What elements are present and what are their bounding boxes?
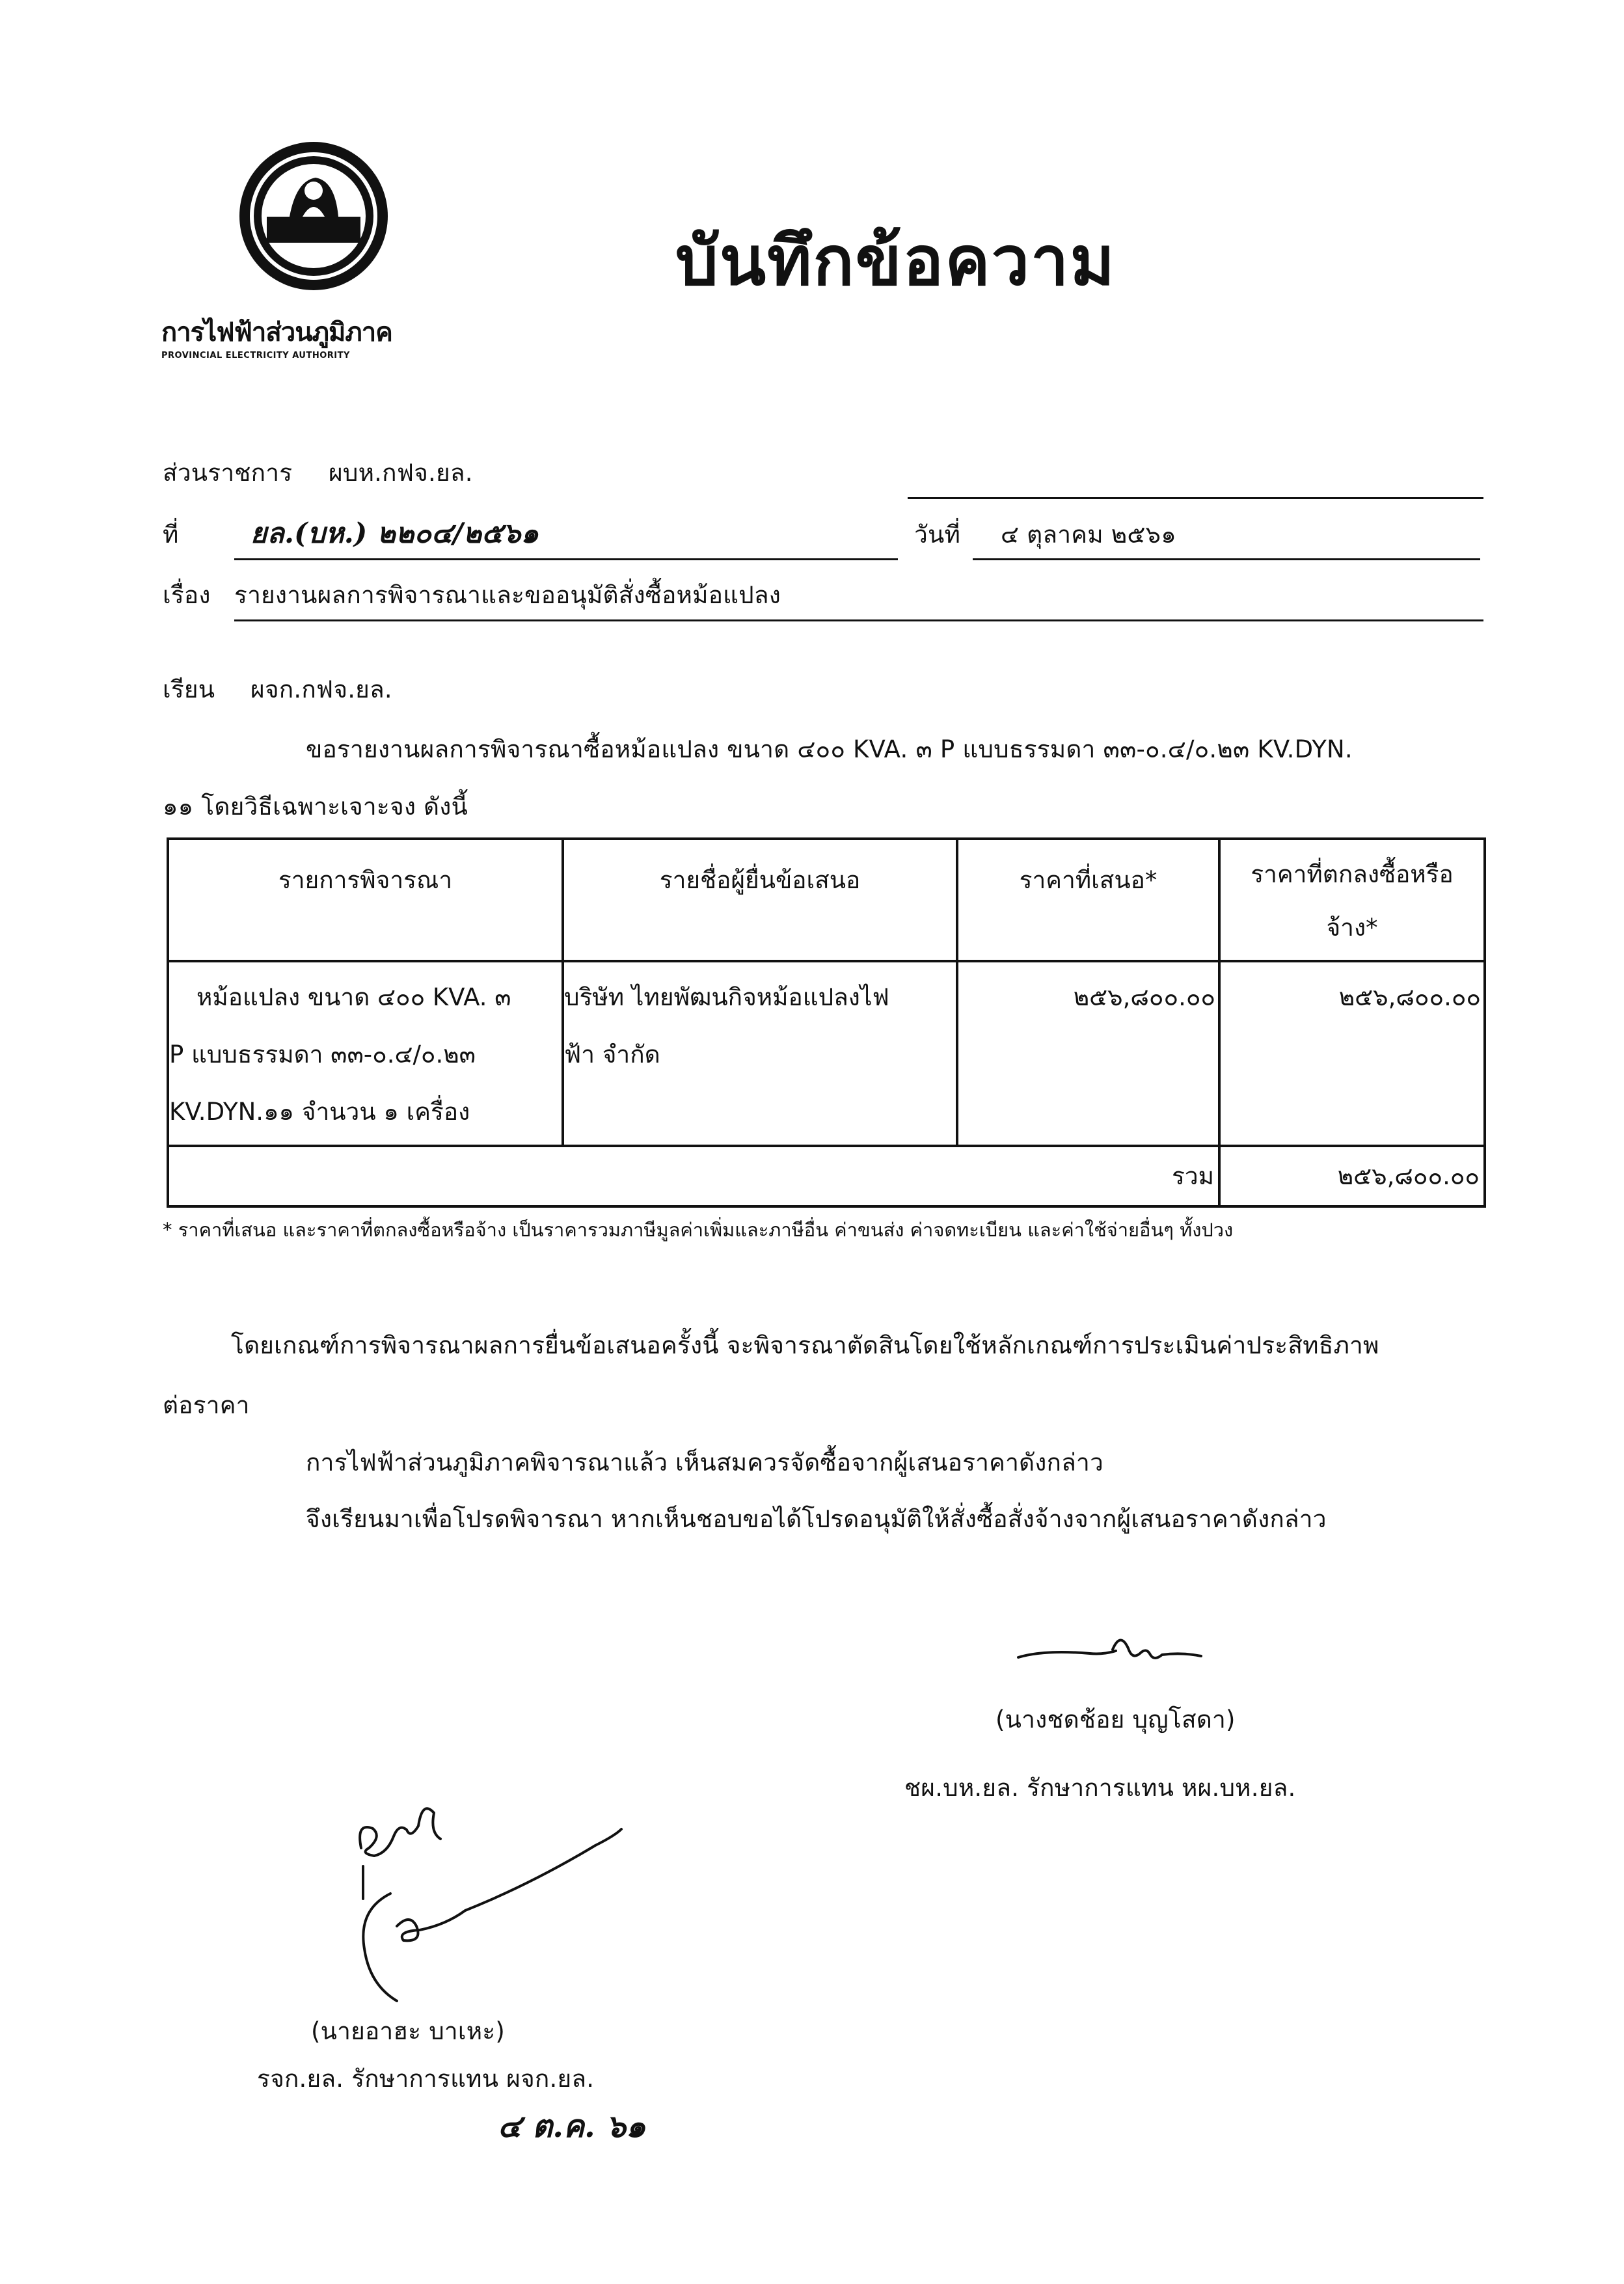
document-title: บันทึกข้อความ <box>675 221 1116 301</box>
department-label: ส่วนราชการ <box>163 459 293 487</box>
signatory-1-name: (นางชดช้อย บุญโสดา) <box>995 1706 1236 1733</box>
footnote: * ราคาที่เสนอ และราคาที่ตกลงซื้อหรือจ้าง เป็นราคารวมภาษีมูลค่าเพิ่มและภาษีอื่น ค่าขนส่ง ค่าจดทะเบียน และค่าใช้จ่ายอื่นๆ ทั้งปวง <box>163 1219 1234 1241</box>
agreed-price-cell: ๒๕๖,๘๐๐.๐๐ <box>1219 961 1485 1146</box>
signature-2 <box>332 1796 670 2004</box>
item-cell <box>168 961 563 1146</box>
reference-number: ยล.(บห.) ๒๒๐๔/๒๕๖๑ <box>250 517 539 550</box>
signatory-1-position: ชผ.บห.ยล. รักษาการแทน หผ.บห.ยล. <box>904 1774 1296 1802</box>
pea-seal-logo <box>237 140 390 293</box>
org-name-english: PROVINCIAL ELECTRICITY AUTHORITY <box>161 351 350 360</box>
offer-table <box>167 837 1486 1208</box>
to-label: เรียน <box>163 675 215 703</box>
decision-line: การไฟฟ้าส่วนภูมิภาคพิจารณาแล้ว เห็นสมควรจัดซื้อจากผู้เสนอราคาดังกล่าว <box>306 1448 1103 1476</box>
criteria-line-1: โดยเกณฑ์การพิจารณาผลการยื่นข้อเสนอครั้งนี้ จะพิจารณาตัดสินโดยใช้หลักเกณฑ์การประเมินค่าประสิทธิภาพ <box>231 1331 1379 1359</box>
table-total-row <box>168 1146 1485 1206</box>
header-top-line <box>908 497 1483 499</box>
department-value: ผบห.กฟจ.ยล. <box>329 459 473 487</box>
criteria-line-2: ต่อราคา <box>163 1391 250 1419</box>
supplier-line-2: ฟ้า จำกัด <box>564 1040 660 1068</box>
signature-1 <box>1015 1630 1230 1682</box>
item-line-2: P แบบธรรมดา ๓๓-๐.๔/๐.๒๓ <box>169 1040 476 1068</box>
total-value: ๒๕๖,๘๐๐.๐๐ <box>1219 1146 1485 1206</box>
header-offer-price: ราคาที่เสนอ* <box>957 839 1219 961</box>
header-item: รายการพิจารณา <box>168 839 563 961</box>
supplier-cell <box>563 961 957 1146</box>
org-name-thai: การไฟฟ้าส่วนภูมิภาค <box>161 318 392 347</box>
date-label: วันที่ <box>914 521 961 549</box>
subject-value: รายงานผลการพิจารณาและขออนุมัติสั่งซื้อหม้อแปลง <box>234 581 781 609</box>
date-value: ๔ ตุลาคม ๒๕๖๑ <box>1001 521 1176 549</box>
table-header-row <box>168 839 1485 961</box>
intro-line-1: ขอรายงานผลการพิจารณาซื้อหม้อแปลง ขนาด ๔๐๐ KVA. ๓ P แบบธรรมดา ๓๓-๐.๔/๐.๒๓ KV.DYN. <box>306 735 1353 763</box>
header-agreed-price-line-2: จ้าง* <box>1326 914 1378 942</box>
to-value: ผจก.กฟจ.ยล. <box>250 675 392 703</box>
reference-line <box>234 558 898 560</box>
signatory-2-position: รจก.ยล. รักษาการแทน ผจก.ยล. <box>257 2065 595 2093</box>
item-line-1: หม้อแปลง ขนาด ๔๐๐ KVA. ๓ <box>196 983 511 1011</box>
offer-price-cell: ๒๕๖,๘๐๐.๐๐ <box>957 961 1219 1146</box>
date-line <box>973 558 1480 560</box>
header-supplier: รายชื่อผู้ยื่นข้อเสนอ <box>563 839 957 961</box>
reference-label: ที่ <box>163 521 179 549</box>
signatory-2-name: (นายอาฮะ บาเหะ) <box>311 2017 506 2045</box>
table-row <box>168 961 1485 1146</box>
supplier-line-1: บริษัท ไทยพัฒนกิจหม้อแปลงไฟ <box>564 983 889 1011</box>
approval-date: ๔ ต.ค. ๖๑ <box>498 2108 646 2145</box>
item-line-3: KV.DYN.๑๑ จำนวน ๑ เครื่อง <box>169 1098 470 1126</box>
intro-line-2: ๑๑ โดยวิธีเฉพาะเจาะจง ดังนี้ <box>163 793 468 821</box>
header-agreed-price <box>1219 839 1485 961</box>
total-label: รวม <box>168 1146 1219 1206</box>
header-agreed-price-line-1: ราคาที่ตกลงซื้อหรือ <box>1251 860 1454 888</box>
subject-label: เรื่อง <box>163 581 211 609</box>
request-line: จึงเรียนมาเพื่อโปรดพิจารณา หากเห็นชอบขอได้โปรดอนุมัติให้สั่งซื้อสั่งจ้างจากผู้เสนอราคาดังกล่าว <box>306 1505 1327 1533</box>
subject-line <box>234 619 1483 621</box>
